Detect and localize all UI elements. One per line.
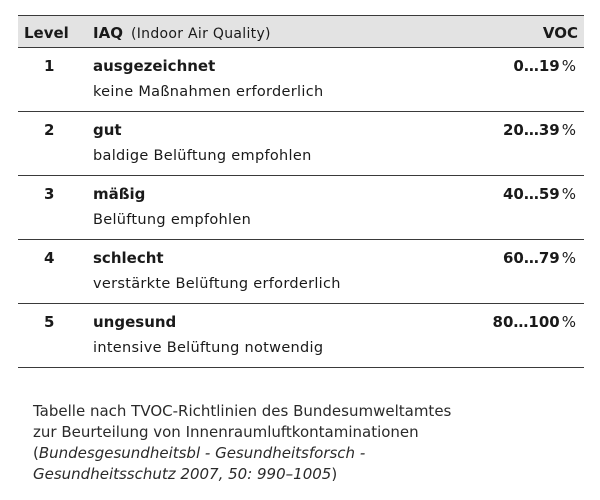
voc-range: 60…79 bbox=[502, 249, 560, 267]
table-row bbox=[18, 304, 584, 368]
table-row bbox=[18, 112, 584, 176]
row-description: baldige Belüftung empfohlen bbox=[93, 148, 312, 164]
row-level: 4 bbox=[44, 249, 55, 267]
voc-unit: % bbox=[561, 57, 576, 75]
voc-range: 80…100 bbox=[492, 313, 560, 331]
source-text-1: Bundesgesundheitsbl - Gesundheitsforsch - bbox=[38, 444, 366, 462]
header-iaq-subtitle: (Indoor Air Quality) bbox=[130, 26, 271, 42]
row-level: 1 bbox=[44, 57, 55, 75]
voc-unit: % bbox=[561, 249, 576, 267]
row-label: mäßig bbox=[93, 185, 146, 203]
row-voc bbox=[493, 313, 576, 331]
footnote-line-2: zur Beurteilung von Innenraumluftkontaminationen bbox=[33, 423, 419, 441]
source-text-2: Gesundheitsschutz 2007, 50: 990–1005 bbox=[33, 465, 332, 483]
row-description: intensive Belüftung notwendig bbox=[93, 340, 324, 356]
header-voc: VOC bbox=[542, 24, 578, 42]
header-iaq bbox=[93, 24, 271, 42]
row-label: gut bbox=[93, 121, 122, 139]
footnote-line-1: Tabelle nach TVOC-Richtlinien des Bundesumweltamtes bbox=[33, 402, 452, 420]
header-iaq-label: IAQ bbox=[93, 24, 123, 42]
iaq-table bbox=[18, 15, 584, 368]
close-paren: ) bbox=[331, 465, 338, 483]
row-label: schlecht bbox=[93, 249, 164, 267]
table-header bbox=[18, 15, 584, 48]
row-level: 2 bbox=[44, 121, 55, 139]
row-voc bbox=[503, 121, 576, 139]
voc-range: 40…59 bbox=[502, 185, 560, 203]
voc-unit: % bbox=[561, 185, 576, 203]
voc-range: 20…39 bbox=[502, 121, 560, 139]
footnote-source-2 bbox=[33, 464, 573, 485]
voc-range: 0…19 bbox=[513, 57, 560, 75]
table-footnote bbox=[33, 401, 573, 485]
footnote-source-1 bbox=[33, 443, 573, 464]
row-level: 5 bbox=[44, 313, 55, 331]
voc-unit: % bbox=[561, 313, 576, 331]
row-label: ungesund bbox=[93, 313, 177, 331]
row-description: keine Maßnahmen erforderlich bbox=[93, 84, 324, 100]
row-label: ausgezeichnet bbox=[93, 57, 216, 75]
table-row bbox=[18, 240, 584, 304]
row-voc bbox=[503, 249, 576, 267]
row-voc bbox=[503, 185, 576, 203]
open-paren: ( bbox=[33, 444, 39, 462]
row-description: Belüftung empfohlen bbox=[93, 212, 252, 228]
row-level: 3 bbox=[44, 185, 55, 203]
header-level: Level bbox=[24, 24, 69, 42]
table-row bbox=[18, 176, 584, 240]
row-voc bbox=[513, 57, 576, 75]
row-description: verstärkte Belüftung erforderlich bbox=[93, 276, 341, 292]
voc-unit: % bbox=[561, 121, 576, 139]
table-row bbox=[18, 48, 584, 112]
